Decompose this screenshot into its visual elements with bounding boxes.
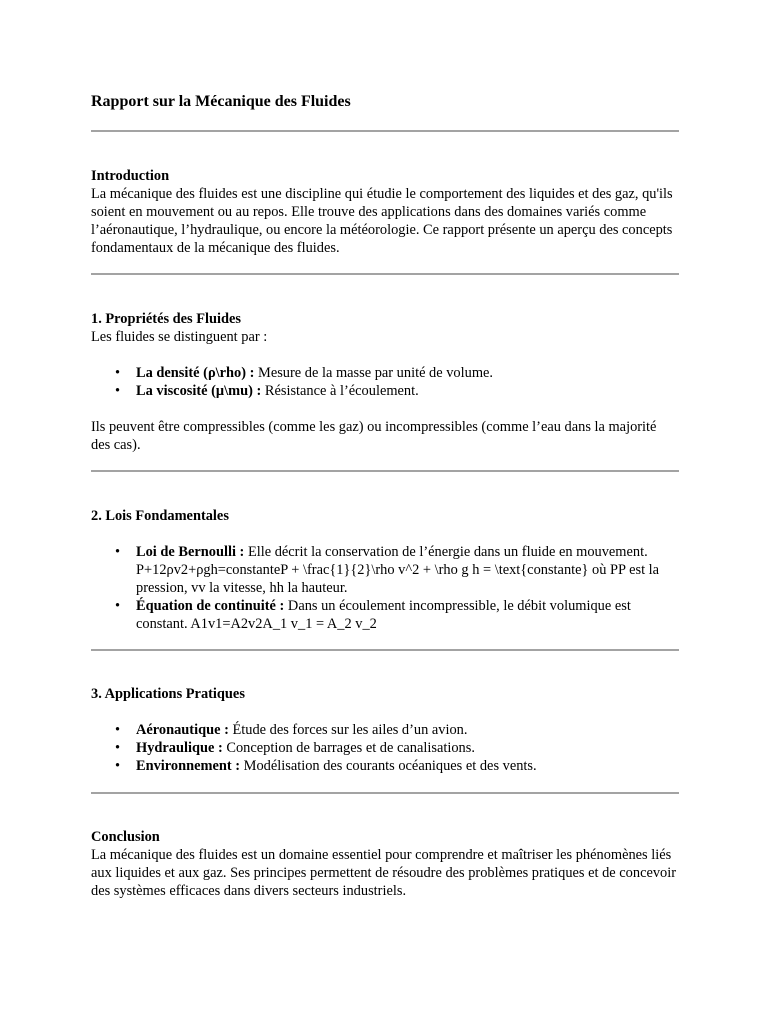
list-item-text: Mesure de la masse par unité de volume. bbox=[254, 365, 493, 381]
list-item bbox=[136, 597, 679, 633]
list-item-term: Équation de continuité : bbox=[136, 598, 285, 614]
conclusion-section bbox=[91, 828, 679, 900]
list-item-term: La densité (ρ\rho) : bbox=[136, 365, 255, 381]
list-item-text: Étude des forces sur les ailes d’un avion. bbox=[228, 722, 468, 738]
list-item bbox=[136, 382, 679, 400]
section-3-heading: 3. Applications Pratiques bbox=[91, 686, 245, 702]
section-proprietes bbox=[91, 310, 679, 454]
conclusion-text: La mécanique des fluides est un domaine essentiel pour comprendre et maîtriser les phénomènes liés aux liquides et aux gaz. Ses principes permettent de résoudre des problèmes pratiques et de concevoir des systèmes efficaces dans divers secteurs industriels. bbox=[91, 847, 677, 899]
list-item-text: Elle décrit la conservation de l’énergie dans un fluide en mouvement. P+12ρv2+ρgh=constanteP + \frac{1}{2}\rho v^2 + \rho g h = \text{constante} où PP est la pression, vv la vitesse, hh la hauteur. bbox=[136, 544, 660, 596]
list-item-term: La viscosité (μ\mu) : bbox=[136, 383, 262, 399]
section-2-list bbox=[91, 543, 679, 633]
list-item-term: Environnement : bbox=[136, 758, 241, 774]
section-2-heading: 2. Lois Fondamentales bbox=[91, 508, 229, 524]
section-1-heading: 1. Propriétés des Fluides bbox=[91, 311, 242, 327]
conclusion-heading: Conclusion bbox=[91, 829, 160, 845]
list-item-text: Modélisation des courants océaniques et des vents. bbox=[240, 758, 537, 774]
list-item bbox=[136, 543, 679, 597]
divider bbox=[91, 792, 679, 794]
introduction-section bbox=[91, 167, 679, 257]
list-item bbox=[136, 364, 679, 382]
list-item-text: Dans un écoulement incompressible, le débit volumique est constant. A1v1=A2v2A_1 v_1 = A_2 v_2 bbox=[136, 598, 631, 632]
list-item bbox=[136, 739, 679, 757]
section-lois bbox=[91, 507, 679, 633]
divider bbox=[91, 273, 679, 275]
introduction-heading: Introduction bbox=[91, 168, 170, 184]
list-item-term: Hydraulique : bbox=[136, 740, 223, 756]
section-1-intro: Les fluides se distinguent par : bbox=[91, 329, 268, 345]
section-3-list bbox=[91, 721, 679, 775]
list-item bbox=[136, 757, 679, 775]
divider bbox=[91, 649, 679, 651]
list-item-text: Résistance à l’écoulement. bbox=[261, 383, 419, 399]
list-item-term: Aéronautique : bbox=[136, 722, 229, 738]
section-1-outro: Ils peuvent être compressibles (comme les gaz) ou incompressibles (comme l’eau dans la majorité des cas). bbox=[91, 419, 657, 453]
list-item-text: Conception de barrages et de canalisations. bbox=[222, 740, 475, 756]
introduction-text: La mécanique des fluides est une discipline qui étudie le comportement des liquides et des gaz, qu'ils soient en mouvement ou au repos. Elle trouve des applications dans des domaines variés comme l’aéronautique, l’hydraulique, ou encore la météorologie. Ce rapport présente un aperçu des concepts fondamentaux de la mécanique des fluides. bbox=[91, 186, 673, 256]
list-item-term: Loi de Bernoulli : bbox=[136, 544, 245, 560]
section-applications bbox=[91, 685, 679, 775]
section-1-list bbox=[91, 364, 679, 400]
divider bbox=[91, 470, 679, 472]
page-title: Rapport sur la Mécanique des Fluides bbox=[91, 93, 351, 110]
list-item bbox=[136, 721, 679, 739]
divider bbox=[91, 130, 679, 132]
